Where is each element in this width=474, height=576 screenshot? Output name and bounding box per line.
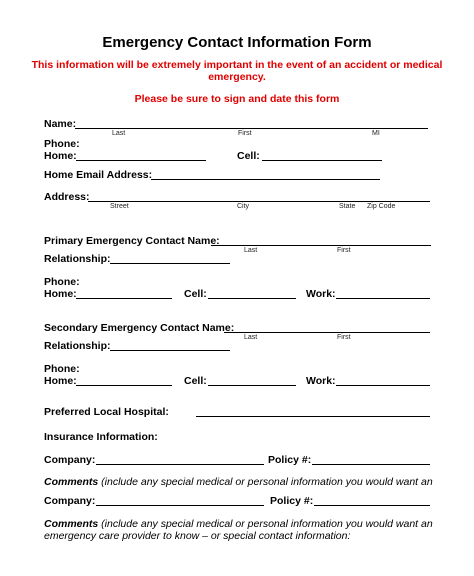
comments-rest-2: (include any special medical or personal information you would want an bbox=[98, 518, 433, 530]
secondary-sub-last: Last bbox=[244, 334, 258, 341]
hospital-field[interactable] bbox=[196, 416, 430, 417]
secondary-work-field[interactable] bbox=[336, 385, 430, 386]
page-bottom-strip bbox=[0, 568, 474, 576]
secondary-contact-field[interactable] bbox=[224, 332, 430, 333]
primary-cell-label: Cell: bbox=[184, 288, 207, 300]
home-phone-label: Home: bbox=[44, 150, 77, 162]
primary-relationship-label: Relationship: bbox=[44, 253, 111, 265]
home-email-field[interactable] bbox=[151, 179, 380, 180]
name-label: Name: bbox=[44, 118, 77, 130]
primary-contact-label: Primary Emergency Contact Name: bbox=[44, 235, 220, 247]
address-label: Address: bbox=[44, 191, 90, 203]
secondary-home-label: Home: bbox=[44, 375, 77, 387]
home-email-label: Home Email Address: bbox=[44, 169, 153, 181]
form-title: Emergency Contact Information Form bbox=[102, 34, 372, 51]
secondary-home-field[interactable] bbox=[76, 385, 172, 386]
secondary-relationship-label: Relationship: bbox=[44, 340, 111, 352]
hospital-label: Preferred Local Hospital: bbox=[44, 406, 169, 418]
phone-label: Phone: bbox=[44, 138, 80, 150]
secondary-phone-label: Phone: bbox=[44, 363, 80, 375]
comments-text-1 bbox=[44, 476, 433, 488]
primary-phone-label: Phone: bbox=[44, 276, 80, 288]
notice-text-line2: emergency. bbox=[208, 71, 266, 83]
address-sub-city: City bbox=[237, 203, 250, 210]
comments-text-2-line2: emergency care provider to know – or special contact information: bbox=[44, 530, 351, 542]
comments-text-2 bbox=[44, 518, 433, 530]
secondary-relationship-field[interactable] bbox=[110, 350, 230, 351]
policy-field-2[interactable] bbox=[314, 505, 430, 506]
cell-phone-label: Cell: bbox=[237, 150, 260, 162]
company-label-2: Company: bbox=[44, 495, 96, 507]
primary-contact-field[interactable] bbox=[211, 245, 431, 246]
company-label: Company: bbox=[44, 454, 96, 466]
sign-date-notice: Please be sure to sign and date this form bbox=[134, 93, 340, 105]
home-phone-field[interactable] bbox=[76, 160, 206, 161]
secondary-work-label: Work: bbox=[306, 375, 336, 387]
primary-cell-field[interactable] bbox=[208, 298, 296, 299]
company-field[interactable] bbox=[96, 464, 264, 465]
insurance-label: Insurance Information: bbox=[44, 431, 158, 443]
primary-work-label: Work: bbox=[306, 288, 336, 300]
primary-sub-first: First bbox=[337, 247, 351, 254]
company-field-2[interactable] bbox=[96, 505, 264, 506]
secondary-contact-label: Secondary Emergency Contact Name: bbox=[44, 322, 235, 334]
comments-word: Comments bbox=[44, 476, 99, 488]
primary-sub-last: Last bbox=[244, 247, 258, 254]
primary-home-field[interactable] bbox=[76, 298, 172, 299]
address-sub-street: Street bbox=[110, 203, 129, 210]
primary-relationship-field[interactable] bbox=[110, 263, 230, 264]
policy-label-2: Policy #: bbox=[270, 495, 314, 507]
secondary-cell-label: Cell: bbox=[184, 375, 207, 387]
address-sub-state: State bbox=[339, 203, 356, 210]
policy-label: Policy #: bbox=[268, 454, 312, 466]
name-field[interactable] bbox=[75, 128, 428, 129]
secondary-sub-first: First bbox=[337, 334, 351, 341]
primary-home-label: Home: bbox=[44, 288, 77, 300]
name-sub-first: First bbox=[238, 130, 252, 137]
cell-phone-field[interactable] bbox=[262, 160, 382, 161]
secondary-cell-field[interactable] bbox=[208, 385, 296, 386]
policy-field[interactable] bbox=[312, 464, 430, 465]
comments-rest: (include any special medical or personal information you would want an bbox=[98, 476, 433, 488]
address-sub-zip: Zip Code bbox=[367, 203, 396, 210]
notice-text-line1: This information will be extremely important in the event of an accident or medical bbox=[31, 59, 443, 71]
name-sub-mi: MI bbox=[372, 130, 380, 137]
comments-word-2: Comments bbox=[44, 518, 99, 530]
primary-work-field[interactable] bbox=[336, 298, 430, 299]
name-sub-last: Last bbox=[112, 130, 126, 137]
address-field[interactable] bbox=[88, 201, 430, 202]
